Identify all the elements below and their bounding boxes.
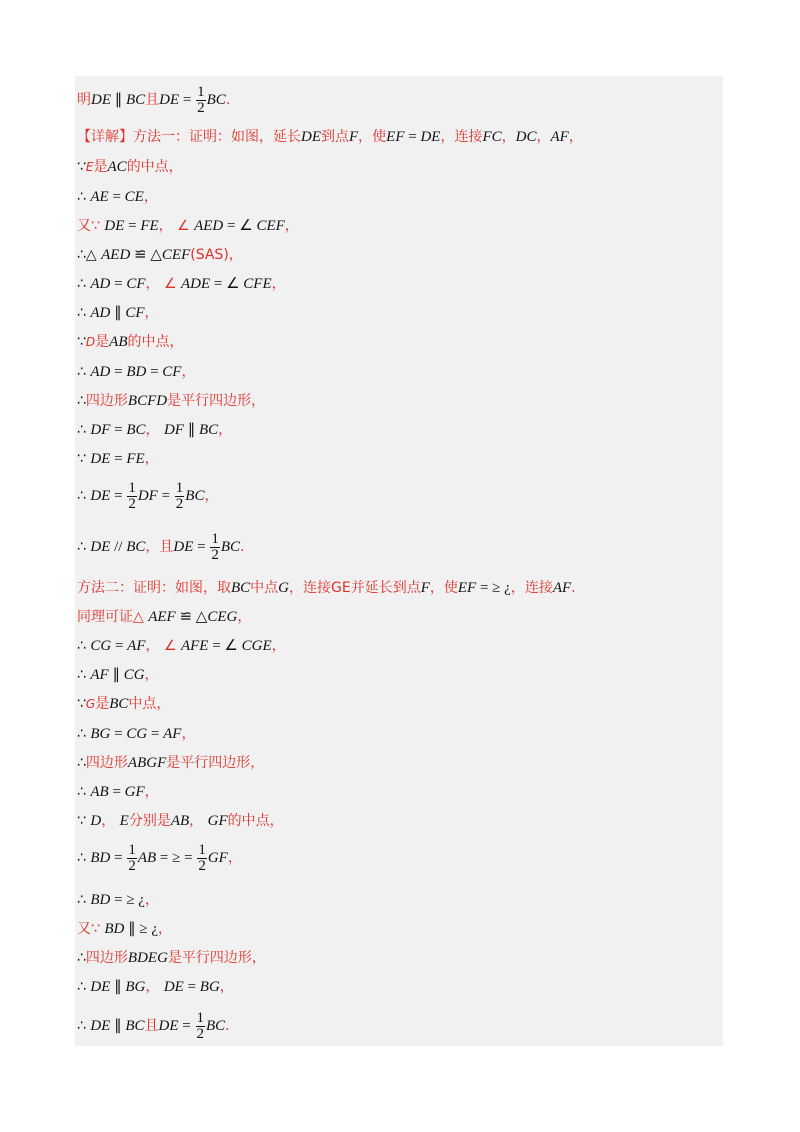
proof-text: BG <box>90 726 111 742</box>
proof-line <box>77 666 159 684</box>
proof-text: D <box>85 335 96 349</box>
proof-line <box>77 450 159 468</box>
proof-text: ， <box>181 726 196 742</box>
proof-text: ，连接 <box>440 129 483 145</box>
fraction <box>196 85 206 116</box>
proof-text: DE <box>90 979 111 995</box>
proof-text: = ≥ ¿ <box>476 580 511 596</box>
proof-line <box>77 579 576 597</box>
proof-line <box>77 920 172 938</box>
fraction-denominator: 2 <box>175 495 184 512</box>
fraction-denominator: 2 <box>128 857 136 874</box>
proof-text: ∴ <box>77 422 91 438</box>
proof-text: 方法二：证明：如图，取 <box>77 580 231 596</box>
proof-text: ， <box>101 813 120 829</box>
proof-line <box>77 695 170 713</box>
proof-text: = <box>178 1018 195 1034</box>
proof-text: . <box>225 1018 230 1034</box>
proof-line <box>77 333 184 351</box>
fraction-numerator: 1 <box>196 1009 204 1026</box>
proof-text: ∥ <box>110 305 126 321</box>
fraction-denominator: 2 <box>211 546 219 563</box>
proof-text: D <box>90 813 102 829</box>
proof-text: ， <box>501 129 516 145</box>
proof-text: ，连接GE并延长到点 <box>289 580 421 596</box>
proof-text: ∴ <box>77 755 86 771</box>
proof-text: ∥ <box>110 979 126 995</box>
proof-text: = <box>110 850 127 866</box>
proof-text: AF <box>90 667 109 683</box>
proof-line <box>77 363 195 381</box>
proof-text: 是 <box>93 159 108 175</box>
proof-text: ∴ <box>77 638 91 654</box>
proof-text: DF <box>90 422 111 438</box>
proof-text: ∴ <box>77 950 86 966</box>
proof-text: CF <box>126 276 146 292</box>
proof-text: 又∵ <box>77 921 105 937</box>
proof-text: 又∵ <box>77 218 105 234</box>
proof-text: ∴ <box>77 189 91 205</box>
proof-text: ， <box>271 638 286 654</box>
fraction-denominator: 2 <box>128 495 136 512</box>
proof-text: . <box>225 92 231 108</box>
fraction-numerator: 1 <box>198 841 206 858</box>
proof-text: EF <box>457 580 477 596</box>
proof-text: 且 <box>145 92 160 108</box>
proof-text: AF <box>550 129 569 145</box>
proof-text: AF <box>163 726 182 742</box>
proof-text: CF <box>125 305 145 321</box>
proof-text: F <box>349 129 359 145</box>
proof-text: CG <box>123 667 145 683</box>
proof-line <box>77 246 243 264</box>
proof-text: 的中点， <box>227 813 284 829</box>
proof-text: = <box>183 979 200 995</box>
proof-text: DE <box>90 1018 111 1034</box>
proof-text: AB <box>137 850 157 866</box>
proof-text: ∵ <box>77 813 91 829</box>
proof-line <box>77 529 244 565</box>
proof-text: CG <box>126 726 148 742</box>
proof-text: = <box>404 129 421 145</box>
proof-text: ， <box>284 218 299 234</box>
proof-text: BC <box>198 422 219 438</box>
proof-text: DC <box>515 129 537 145</box>
proof-text: ∴ <box>77 364 91 380</box>
proof-text: ， <box>218 422 233 438</box>
proof-text: 四边形 <box>85 755 128 771</box>
proof-text: AB <box>170 813 190 829</box>
proof-line <box>77 949 266 967</box>
proof-text: = ∠ <box>223 218 257 234</box>
fraction-numerator: 1 <box>128 841 136 858</box>
proof-text: ， ∠ <box>145 276 181 292</box>
proof-line <box>77 82 230 118</box>
proof-text: 同理可证△ <box>77 609 149 625</box>
proof-text: ∴ <box>77 784 91 800</box>
proof-text: = <box>110 364 127 380</box>
proof-text: ， <box>143 189 158 205</box>
proof-line <box>77 754 264 772</box>
fraction-numerator: 1 <box>211 530 219 547</box>
proof-text: ，使 <box>429 580 458 596</box>
proof-text: BC <box>126 92 146 108</box>
proof-text: = <box>146 364 163 380</box>
proof-text: GF <box>124 784 145 800</box>
proof-text: ∴ <box>77 726 91 742</box>
proof-text: GF <box>207 813 228 829</box>
proof-text: = <box>110 422 127 438</box>
proof-text: BC <box>185 488 205 504</box>
proof-text: ADE <box>180 276 211 292</box>
proof-line <box>77 978 234 996</box>
proof-line <box>77 188 158 206</box>
proof-text: AED <box>194 218 224 234</box>
proof-text: DE <box>301 129 321 145</box>
proof-text: 到点 <box>321 129 349 145</box>
proof-text: F <box>420 580 430 596</box>
proof-text: BD <box>90 892 111 908</box>
proof-text: G <box>85 697 96 711</box>
fraction-denominator: 2 <box>197 99 205 116</box>
proof-text: 是平行四边形， <box>166 755 265 771</box>
proof-text: AF <box>552 580 572 596</box>
proof-text: ， ∠ <box>158 218 195 234</box>
fraction <box>197 843 207 874</box>
proof-text: ， <box>204 488 219 504</box>
fraction <box>175 481 185 512</box>
proof-text: = <box>110 451 127 467</box>
proof-text: ∴ <box>77 305 91 321</box>
fraction-numerator: 1 <box>197 83 205 100</box>
proof-text: AD <box>90 276 111 292</box>
proof-text: 是平行四边形， <box>167 950 266 966</box>
proof-text: BCFD <box>127 393 168 409</box>
proof-line <box>77 783 159 801</box>
proof-text: ∴ <box>77 393 86 409</box>
proof-text: BD <box>90 850 111 866</box>
proof-text: // <box>110 539 127 555</box>
fraction-denominator: 2 <box>196 1025 204 1042</box>
fraction <box>196 1011 206 1042</box>
fraction-numerator: 1 <box>128 479 136 496</box>
proof-text: FE <box>126 451 145 467</box>
proof-text: BG <box>199 979 220 995</box>
proof-line <box>77 637 286 655</box>
proof-text: ∴△ <box>77 247 102 263</box>
proof-text: ， <box>237 609 252 625</box>
proof-text: AB <box>109 334 128 350</box>
proof-text: = <box>111 638 128 654</box>
proof-text: = <box>110 726 127 742</box>
proof-text: ∵ <box>77 696 86 712</box>
proof-text: G <box>278 580 290 596</box>
proof-text: ， <box>158 921 172 937</box>
proof-text: BC <box>125 1018 145 1034</box>
proof-text: DE <box>104 218 125 234</box>
proof-text: 的中点， <box>126 159 183 175</box>
proof-text: = <box>157 488 174 504</box>
proof-line <box>77 158 183 176</box>
proof-text: AC <box>107 159 127 175</box>
proof-text: DE <box>90 488 111 504</box>
fraction <box>210 532 220 563</box>
proof-text: 分别是 <box>128 813 171 829</box>
proof-text: DE <box>163 979 184 995</box>
proof-text: ， <box>144 305 159 321</box>
proof-text: = <box>108 784 125 800</box>
proof-text: DE <box>91 92 111 108</box>
proof-text: 是 <box>95 334 110 350</box>
proof-text: ， <box>189 813 208 829</box>
proof-line <box>77 304 159 322</box>
proof-text: CFE <box>243 276 272 292</box>
proof-text: 是 <box>95 696 110 712</box>
proof-text: 【详解】方法一：证明：如图，延长 <box>77 129 301 145</box>
fraction <box>127 481 137 512</box>
proof-text: AF <box>127 638 146 654</box>
proof-line <box>77 421 232 439</box>
proof-text: (SAS) <box>190 247 229 263</box>
proof-text: DF <box>137 488 158 504</box>
proof-text: 四边形 <box>85 950 128 966</box>
proof-text: ∴ <box>77 892 91 908</box>
proof-text: DE <box>159 92 180 108</box>
proof-text: = ≥ ¿ <box>110 892 145 908</box>
proof-text: ∥ <box>111 92 126 108</box>
proof-text: ∵ <box>77 334 86 350</box>
proof-text: CGE <box>241 638 272 654</box>
proof-text: ∴ <box>77 667 91 683</box>
proof-text: E <box>119 813 129 829</box>
proof-text: E <box>85 160 94 174</box>
proof-line <box>77 275 286 293</box>
proof-text: = ≥ = <box>156 850 197 866</box>
fraction-numerator: 1 <box>175 479 184 496</box>
fraction-denominator: 2 <box>198 857 206 874</box>
proof-line <box>77 608 251 626</box>
proof-text: ， <box>228 247 243 263</box>
proof-text: = <box>147 726 164 742</box>
proof-text: AE <box>90 189 109 205</box>
proof-line <box>77 891 159 909</box>
proof-text: ABGF <box>127 755 167 771</box>
proof-text: ∴ <box>77 488 91 504</box>
proof-line <box>77 840 242 876</box>
proof-text: ∴ <box>77 1018 91 1034</box>
proof-text: 中点， <box>128 696 171 712</box>
proof-line <box>77 1008 230 1044</box>
proof-text: ，使 <box>358 129 387 145</box>
proof-text: BD <box>126 364 147 380</box>
proof-text: BC <box>206 92 226 108</box>
proof-text: CEF <box>256 218 285 234</box>
proof-text: DF <box>163 422 184 438</box>
proof-text: = <box>124 218 141 234</box>
proof-text: FC <box>482 129 502 145</box>
proof-line <box>77 725 195 743</box>
proof-text: ， <box>144 667 159 683</box>
proof-text: ∴ <box>77 850 91 866</box>
fraction <box>127 843 137 874</box>
proof-text: ， <box>181 364 196 380</box>
proof-text: ， <box>145 422 164 438</box>
proof-text: AED <box>101 247 131 263</box>
proof-text: BC <box>231 580 251 596</box>
proof-text: = <box>110 276 127 292</box>
proof-text: ∥ <box>108 667 124 683</box>
proof-text: 是平行四边形， <box>167 393 266 409</box>
proof-line <box>77 128 583 146</box>
proof-text: 明 <box>77 92 91 108</box>
proof-text: ， <box>144 892 159 908</box>
proof-text: BD <box>104 921 125 937</box>
proof-text: AB <box>90 784 109 800</box>
proof-line <box>77 392 265 410</box>
proof-text: BC <box>126 539 146 555</box>
proof-text: BC <box>206 1018 226 1034</box>
proof-text: ∵ <box>77 451 91 467</box>
proof-text: ， <box>219 979 234 995</box>
proof-text: ， <box>568 129 583 145</box>
proof-text: ， ∠ <box>145 638 181 654</box>
proof-text: DE <box>158 1018 179 1034</box>
proof-text: ∴ <box>77 539 91 555</box>
proof-text: 且 <box>144 1018 159 1034</box>
proof-line <box>77 478 218 514</box>
proof-text: = ∠ <box>208 638 242 654</box>
proof-text: DE <box>173 539 194 555</box>
proof-text: BC <box>109 696 129 712</box>
proof-text: GF <box>207 850 228 866</box>
proof-text: ∴ <box>77 276 91 292</box>
proof-text: DE <box>90 451 111 467</box>
proof-text: . <box>240 539 245 555</box>
proof-text: = <box>110 488 127 504</box>
proof-text: CG <box>90 638 112 654</box>
proof-text: ≌ △ <box>175 609 208 625</box>
proof-text: ∥ ≥ ¿ <box>124 921 158 937</box>
proof-text: ，且 <box>145 539 174 555</box>
proof-text: ≌ △ <box>130 247 162 263</box>
proof-text: ， <box>271 276 286 292</box>
proof-text: BG <box>125 979 146 995</box>
proof-text: AD <box>90 364 111 380</box>
proof-text: BDEG <box>127 950 168 966</box>
proof-text: ， <box>536 129 551 145</box>
proof-text: CF <box>162 364 182 380</box>
proof-text: ∵ <box>77 159 86 175</box>
proof-text: AFE <box>180 638 209 654</box>
proof-text: 的中点， <box>127 334 184 350</box>
proof-text: ， <box>145 979 164 995</box>
proof-text: ， <box>144 784 159 800</box>
proof-text: ∥ <box>110 1018 126 1034</box>
proof-text: ， <box>227 850 242 866</box>
proof-text: = <box>179 92 196 108</box>
proof-text: AD <box>90 305 111 321</box>
proof-text: ，连接 <box>510 580 553 596</box>
proof-text: ∴ <box>77 979 91 995</box>
proof-text: DE <box>420 129 441 145</box>
proof-text: CEF <box>161 247 191 263</box>
proof-line <box>77 217 299 235</box>
proof-text: CE <box>124 189 144 205</box>
proof-text: BC <box>220 539 241 555</box>
proof-text: ， <box>144 451 159 467</box>
proof-text: ∥ <box>183 422 199 438</box>
proof-text: 四边形 <box>85 393 128 409</box>
proof-text: = <box>108 189 125 205</box>
proof-text: . <box>571 580 576 596</box>
proof-text: CEG <box>207 609 238 625</box>
proof-line <box>77 812 284 830</box>
proof-text: BC <box>126 422 146 438</box>
proof-text: FE <box>140 218 159 234</box>
proof-text: DE <box>90 539 111 555</box>
proof-text: = <box>193 539 210 555</box>
proof-text: EF <box>386 129 405 145</box>
proof-text: = ∠ <box>210 276 244 292</box>
proof-text: 中点 <box>250 580 279 596</box>
proof-text: AEF <box>148 609 176 625</box>
